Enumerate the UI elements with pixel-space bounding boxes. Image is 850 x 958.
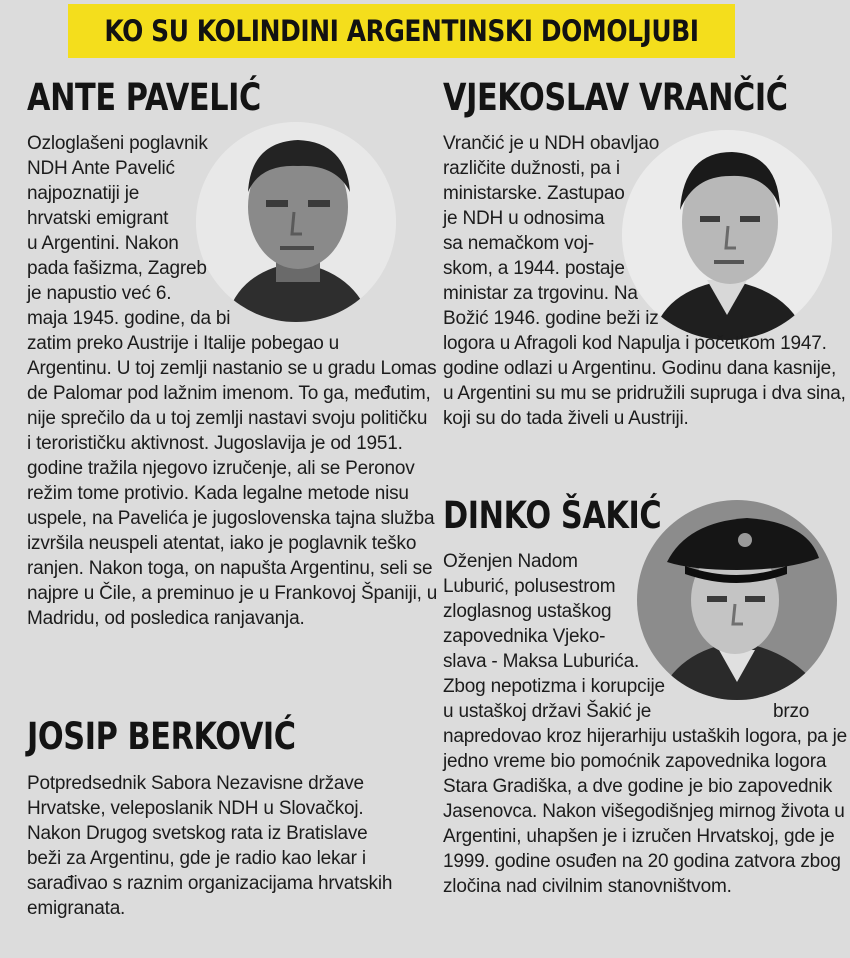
header-banner [68, 4, 735, 58]
bio-text-sakic: Oženjen Nadom Luburić, polusestrom zloglasnog ustaškog zapovednika Vjeko- slava - Maksa Luburića. Zbog nepotizma i korupcije u ustaškoj državi Šakić je brzo napredovao kroz hijerarhiju ustaških logora, pa je jedno vreme bio pomoćnik zapovednika logora Stara Gradiška, a dve godine je bio zapovednik Jasenovca. Nakon višegodišnjeg mirnog života u Argentini, uhapšen je i izručen Hrvatskoj, gde je 1999. godine osuđen na 20 godina zatvora zbog zločina nad civilnim stanovništvom. [443, 551, 848, 897]
section-title-sakic: DINKO ŠAKIĆ [443, 494, 662, 537]
section-title-pavelic: ANTE PAVELIĆ [27, 76, 261, 119]
bio-text-vrancic: Vrančić je u NDH obavljao različite dužnosti, pa i ministarske. Zastupao je NDH u odnosima sa nemačkom voj- skom, a 1944. postaje ministar za trgovinu. Na Božić 1946. godine beži iz logora u Afragoli kod Napulja i početkom 1947. godine odlazi u Argentinu. Godinu dana kasnije, u Argentini su mu se pridružili supruga i dva sina, koji su do tada živeli u Austriji. [443, 133, 846, 429]
bio-text-pavelic: Ozloglašeni poglavnik NDH Ante Pavelić najpoznatiji je hrvatski emigrant u Argentini. Nakon pada fašizma, Zagreb je napustio već 6. maja 1945. godine, da bi zatim preko Austrije i Italije pobegao u Argentinu. U toj zemlji nastanio se u gradu Lomas de Palomar pod lažnim imenom. To ga, međutim, nije sprečilo da u toj zemlji nastavi svoju političku i terorističku aktivnost. Jugoslavija je od 1951. godine tražila njegovo izručenje, ali se Peronov režim tome protivio. Kada legalne metode nisu uspele, na Pavelića je jugoslovenska tajna služba izvršila neuspeli atentat, iako je poglavnik teško ranjen. Nakon toga, on napušta Argentinu, seli se najpre u Čile, a preminuo je u Frankovoj Španiji, u Madridu, od posledica ranjavanja. [27, 133, 438, 629]
section-title-vrancic: VJEKOSLAV VRANČIĆ [443, 76, 788, 119]
page-title: KO SU KOLINDINI ARGENTINSKI DOMOLJUBI [104, 14, 699, 48]
section-title-berkovic: JOSIP BERKOVIĆ [27, 715, 296, 758]
bio-text-berkovic: Potpredsednik Sabora Nezavisne države Hrvatske, veleposlanik NDH u Slovačkoj. Nakon Drugog svetskog rata iz Bratislave beži za Argentinu, gde je radio kao lekar i sarađivao s raznim organizacijama hrvatskih emigranata. [27, 773, 393, 919]
